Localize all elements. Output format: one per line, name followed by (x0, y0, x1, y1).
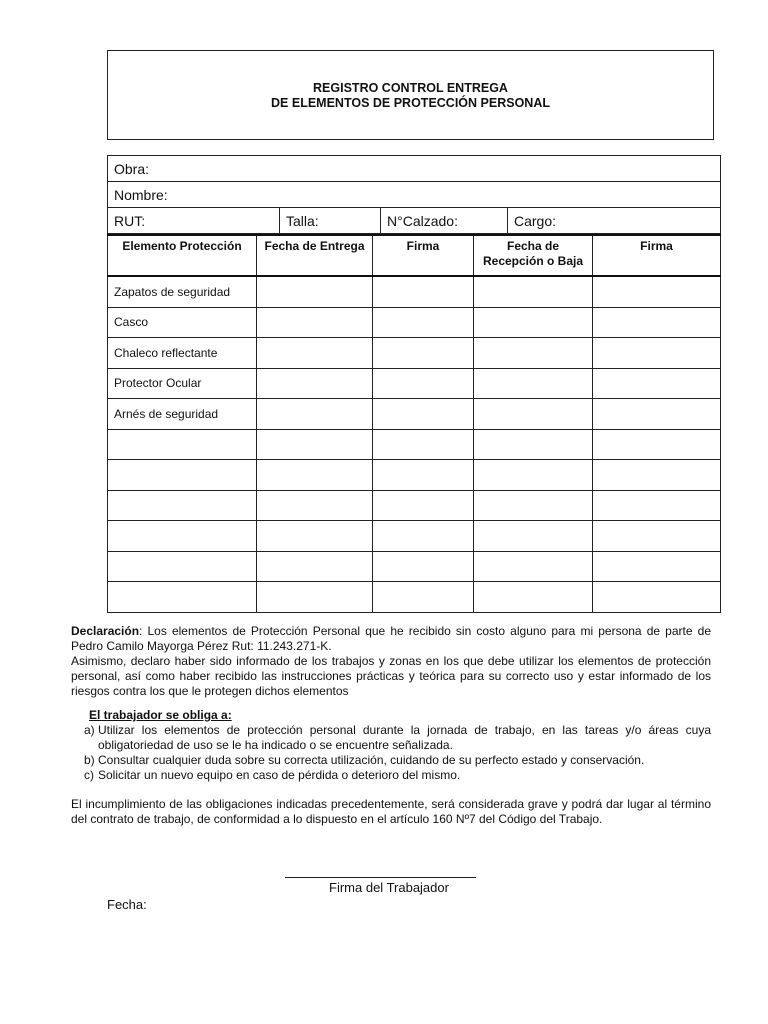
firma-entrega-cell[interactable] (373, 521, 474, 552)
cargo-field[interactable]: Cargo: (508, 208, 721, 234)
declaration-paragraph (71, 624, 711, 654)
firma-recepcion-cell[interactable] (593, 551, 721, 582)
firma-recepcion-cell[interactable] (593, 276, 721, 307)
declaration-paragraph-2: Asimismo, declaro haber sido informado de los trabajos y zonas en los que debe utilizar los elementos de protección personal, así como haber recibido las instrucciones prácticas y teórica para su correcto uso y estar informado de los riesgos contra los que le protegen dichos elementos (71, 654, 711, 698)
fecha-recepcion-cell[interactable] (474, 582, 593, 613)
element-name-cell[interactable] (108, 490, 257, 521)
obligation-letter: c) (84, 768, 94, 782)
fecha-recepcion-cell[interactable] (474, 276, 593, 307)
element-name-cell[interactable]: Chaleco reflectante (108, 338, 257, 369)
header-firma-recepcion: Firma (593, 235, 721, 276)
document-title-line-1: REGISTRO CONTROL ENTREGA (313, 81, 508, 95)
header-fecha-entrega: Fecha de Entrega (257, 235, 373, 276)
firma-entrega-cell[interactable] (373, 429, 474, 460)
declaration-section (71, 624, 711, 827)
firma-recepcion-cell[interactable] (593, 521, 721, 552)
firma-entrega-cell[interactable] (373, 399, 474, 430)
table-row (108, 399, 721, 430)
fecha-entrega-cell[interactable] (257, 338, 373, 369)
signature-line[interactable] (285, 877, 476, 878)
table-header-row (108, 235, 721, 276)
firma-recepcion-cell[interactable] (593, 490, 721, 521)
element-name-cell[interactable] (108, 551, 257, 582)
obligation-item (71, 768, 711, 783)
firma-recepcion-cell[interactable] (593, 368, 721, 399)
fecha-entrega-cell[interactable] (257, 399, 373, 430)
firma-entrega-cell[interactable] (373, 460, 474, 491)
firma-entrega-cell[interactable] (373, 490, 474, 521)
element-name-cell[interactable] (108, 460, 257, 491)
fecha-recepcion-cell[interactable] (474, 460, 593, 491)
table-row (108, 368, 721, 399)
obligation-item (71, 723, 711, 753)
ppe-delivery-table (107, 234, 721, 613)
element-name-cell[interactable]: Zapatos de seguridad (108, 276, 257, 307)
penalty-paragraph: El incumplimiento de las obligaciones indicadas precedentemente, será considerada grave y podrá dar lugar al término del contrato de trabajo, de conformidad a lo dispuesto en el artículo 160 Nº7 del Código del Trabajo. (71, 797, 711, 826)
firma-entrega-cell[interactable] (373, 551, 474, 582)
element-name-cell[interactable] (108, 582, 257, 613)
declaration-text: : Los elementos de Protección Personal que he recibido sin costo alguno para mi persona de parte de Pedro Camilo Mayorga Pérez Rut: 11.243.271-K. (71, 624, 711, 653)
obligations-list (71, 723, 711, 783)
nombre-field[interactable]: Nombre: (108, 182, 721, 208)
table-row (108, 460, 721, 491)
firma-recepcion-cell[interactable] (593, 399, 721, 430)
element-name-cell[interactable]: Casco (108, 307, 257, 338)
table-row (108, 338, 721, 369)
fecha-entrega-cell[interactable] (257, 460, 373, 491)
table-row (108, 551, 721, 582)
header-firma-entrega: Firma (373, 235, 474, 276)
calzado-field[interactable]: N°Calzado: (381, 208, 508, 234)
firma-entrega-cell[interactable] (373, 338, 474, 369)
firma-recepcion-cell[interactable] (593, 338, 721, 369)
table-row (108, 307, 721, 338)
firma-recepcion-cell[interactable] (593, 307, 721, 338)
obligation-text: Utilizar los elementos de protección personal durante la jornada de trabajo, en las tareas y/o áreas cuya obligatoriedad de uso se le ha indicado o se encuentre señalizada. (98, 723, 711, 752)
firma-recepcion-cell[interactable] (593, 582, 721, 613)
element-name-cell[interactable] (108, 521, 257, 552)
table-row (108, 521, 721, 552)
fecha-entrega-cell[interactable] (257, 490, 373, 521)
declaration-label: Declaración (71, 624, 140, 638)
fecha-entrega-cell[interactable] (257, 521, 373, 552)
firma-entrega-cell[interactable] (373, 276, 474, 307)
table-row (108, 490, 721, 521)
rut-field[interactable]: RUT: (108, 208, 280, 234)
fecha-recepcion-cell[interactable] (474, 307, 593, 338)
signature-label: Firma del Trabajador (329, 880, 449, 895)
firma-entrega-cell[interactable] (373, 307, 474, 338)
fecha-recepcion-cell[interactable] (474, 551, 593, 582)
document-title-line-2: DE ELEMENTOS DE PROTECCIÓN PERSONAL (271, 96, 550, 110)
table-row (108, 429, 721, 460)
obligation-letter: a) (84, 723, 95, 737)
firma-entrega-cell[interactable] (373, 368, 474, 399)
header-fecha-recepcion: Fecha de Recepción o Baja (474, 235, 593, 276)
document-title-box (107, 50, 714, 140)
fecha-recepcion-cell[interactable] (474, 338, 593, 369)
fecha-entrega-cell[interactable] (257, 429, 373, 460)
header-elemento: Elemento Protección (108, 235, 257, 276)
fecha-recepcion-cell[interactable] (474, 399, 593, 430)
element-name-cell[interactable]: Arnés de seguridad (108, 399, 257, 430)
element-name-cell[interactable]: Protector Ocular (108, 368, 257, 399)
firma-recepcion-cell[interactable] (593, 429, 721, 460)
firma-entrega-cell[interactable] (373, 582, 474, 613)
worker-info-table (107, 155, 721, 234)
fecha-entrega-cell[interactable] (257, 582, 373, 613)
obligation-letter: b) (84, 753, 95, 767)
fecha-entrega-cell[interactable] (257, 368, 373, 399)
table-row (108, 276, 721, 307)
fecha-entrega-cell[interactable] (257, 276, 373, 307)
fecha-recepcion-cell[interactable] (474, 490, 593, 521)
obligation-text: Consultar cualquier duda sobre su correcta utilización, cuidando de su perfecto estado y conservación. (98, 753, 645, 767)
fecha-entrega-cell[interactable] (257, 307, 373, 338)
talla-field[interactable]: Talla: (280, 208, 381, 234)
firma-recepcion-cell[interactable] (593, 460, 721, 491)
element-name-cell[interactable] (108, 429, 257, 460)
obligations-title: El trabajador se obliga a: (89, 708, 232, 722)
fecha-recepcion-cell[interactable] (474, 521, 593, 552)
fecha-entrega-cell[interactable] (257, 551, 373, 582)
obligation-item (71, 753, 711, 768)
fecha-field[interactable]: Fecha: (107, 897, 147, 912)
table-row (108, 582, 721, 613)
fecha-recepcion-cell[interactable] (474, 429, 593, 460)
fecha-recepcion-cell[interactable] (474, 368, 593, 399)
obligation-text: Solicitar un nuevo equipo en caso de pérdida o deterioro del mismo. (98, 768, 461, 782)
obra-field[interactable]: Obra: (108, 156, 721, 182)
